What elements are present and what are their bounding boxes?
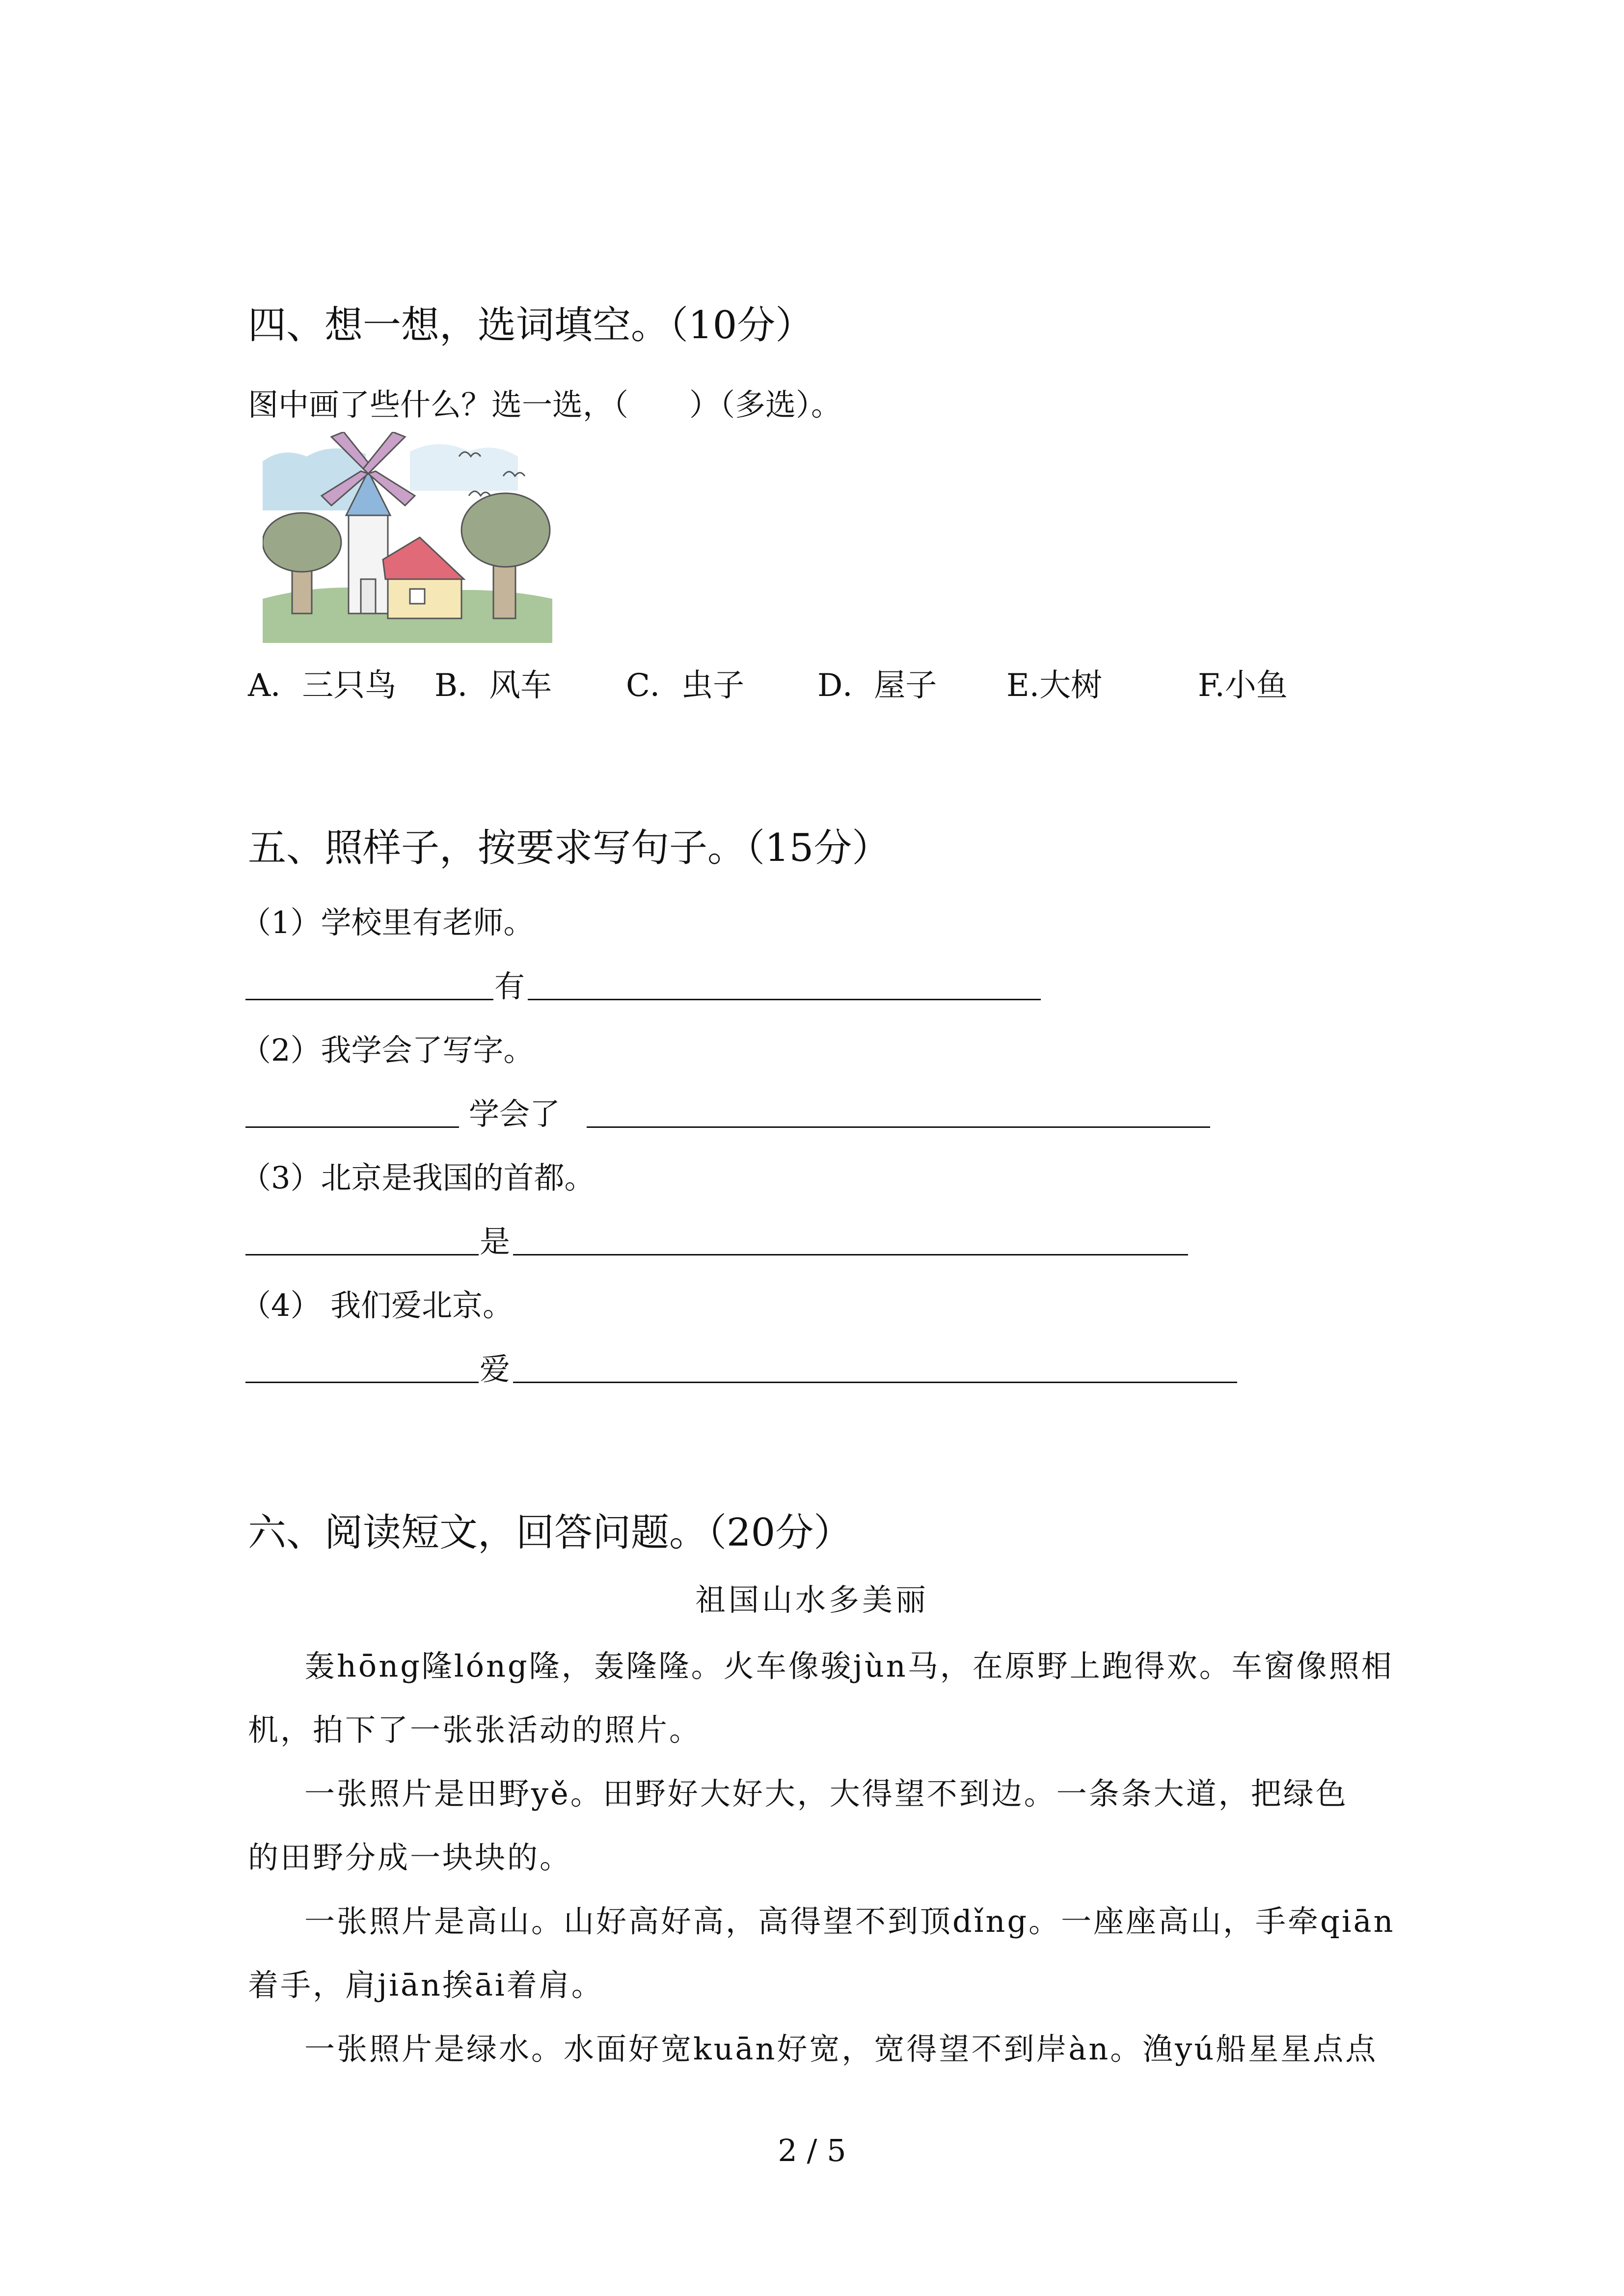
- option-f: F.小鱼: [1198, 667, 1288, 704]
- answer-blank-1b[interactable]: [528, 999, 1041, 1000]
- answer-blank-4a[interactable]: [245, 1382, 479, 1383]
- passage-line-1: 轰hōng隆lóng隆，轰隆隆。火车像骏jùn马，在原野上跑得欢。车窗像照相: [304, 1648, 1394, 1684]
- passage-line-6: 着手，肩jiān挨āi着肩。: [248, 1967, 604, 2003]
- keyword-1: 有: [494, 968, 525, 1004]
- answer-blank-1a[interactable]: [245, 999, 493, 1000]
- passage-line-5: 一张照片是高山。山好高好高，高得望不到顶dǐng。一座座高山，手牵qiān: [304, 1903, 1395, 1939]
- answer-blank-3a[interactable]: [245, 1254, 479, 1255]
- house-icon: [383, 537, 464, 618]
- keyword-3: 是: [480, 1224, 511, 1259]
- example-sentence-4: （4） 我们爱北京。: [241, 1287, 514, 1323]
- option-a: A．三只鸟: [248, 667, 397, 704]
- passage-line-3: 一张照片是田野yě。田野好大好大，大得望不到边。一条条大道，把绿色: [304, 1776, 1348, 1812]
- answer-blank-3b[interactable]: [513, 1254, 1188, 1255]
- keyword-4: 爱: [480, 1351, 511, 1387]
- keyword-2: 学会了: [469, 1096, 561, 1132]
- passage-title: 祖国山水多美丽: [695, 1582, 929, 1618]
- section4-question: 图中画了些什么？选一选，（ ）（多选）。: [248, 387, 842, 423]
- section6-heading: 六、阅读短文，回答问题。（20分）: [248, 1511, 852, 1555]
- section5-heading: 五、照样子，按要求写句子。（15分）: [248, 826, 891, 870]
- section4-heading: 四、想一想，选词填空。（10分）: [248, 303, 814, 347]
- passage-line-7: 一张照片是绿水。水面好宽kuān好宽，宽得望不到岸àn。渔yú船星星点点: [304, 2031, 1378, 2067]
- option-d: D．屋子: [817, 667, 937, 704]
- scene-illustration: [263, 432, 552, 643]
- example-sentence-2: （2）我学会了写字。: [241, 1032, 534, 1068]
- passage-line-2: 机，拍下了一张张活动的照片。: [248, 1712, 702, 1748]
- option-b: B．风车: [434, 667, 552, 704]
- answer-blank-4b[interactable]: [513, 1382, 1237, 1383]
- option-e: E.大树: [1006, 667, 1103, 704]
- passage-line-4: 的田野分成一块块的。: [248, 1840, 572, 1875]
- example-sentence-1: （1）学校里有老师。: [241, 905, 534, 940]
- bird-icon: [469, 491, 490, 496]
- option-c: C．虫子: [626, 667, 744, 704]
- example-sentence-3: （3）北京是我国的首都。: [241, 1160, 595, 1196]
- page-number: 2 / 5: [778, 2133, 846, 2168]
- answer-blank-2b[interactable]: [587, 1126, 1210, 1128]
- answer-blank-2a[interactable]: [245, 1126, 459, 1128]
